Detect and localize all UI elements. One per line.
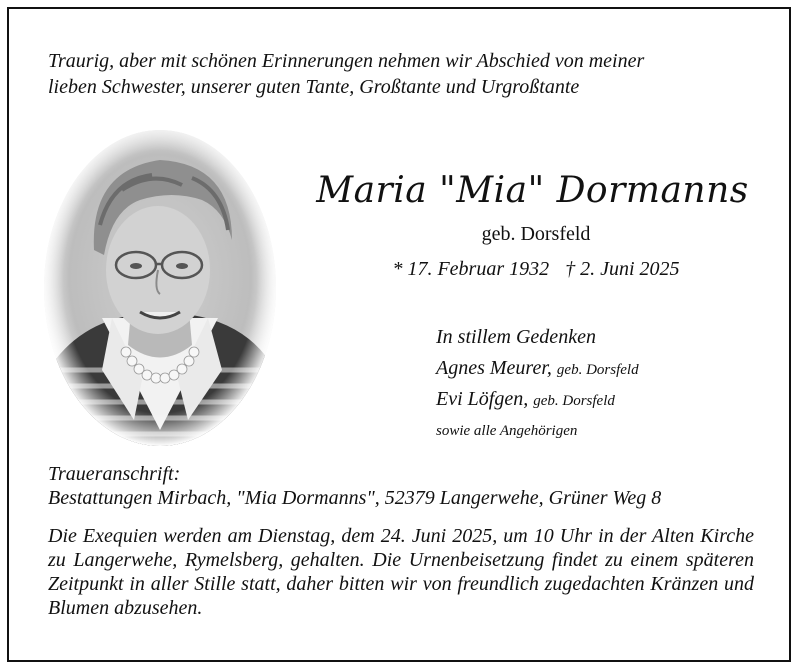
birth-date: * 17. Februar 1932 — [392, 258, 550, 280]
mourner-name: Evi Löfgen, — [436, 388, 529, 410]
mourner-name: Agnes Meurer, — [436, 357, 552, 379]
mourners-heading: In stillem Gedenken — [436, 326, 596, 348]
birth-name: geb. Dorsfeld — [481, 223, 591, 245]
intro-line-1: Traurig, aber mit schönen Erinnerungen nehmen wir Abschied von meiner — [48, 50, 645, 72]
mourner-entry — [436, 353, 766, 384]
intro-line-2: lieben Schwester, unserer guten Tante, Großtante und Urgroßtante — [48, 76, 580, 98]
address-label: Traueranschrift: — [48, 463, 181, 485]
portrait-photo — [42, 130, 278, 450]
death-date: † 2. Juni 2025 — [565, 258, 680, 280]
mourners-block — [436, 322, 766, 445]
intro-text — [48, 48, 768, 100]
mourner-note: geb. Dorsfeld — [533, 393, 615, 409]
mourners-others: sowie alle Angehörigen — [436, 423, 578, 439]
life-dates — [300, 258, 772, 281]
deceased-name: Maria "Mia" Dormanns — [316, 170, 749, 211]
mourning-address — [48, 462, 768, 510]
address-value: Bestattungen Mirbach, "Mia Dormanns", 52379 Langerwehe, Grüner Weg 8 — [48, 487, 662, 509]
service-text: Die Exequien werden am Dienstag, dem 24. Juni 2025, um 10 Uhr in der Alten Kirche zu Langerwehe, Rymelsberg, gehalten. Die Urnenbeisetzung findet zu einem späteren Zeitpunkt in aller Stille statt, daher bitten wir von freundlich zugedachten Kränzen und Blumen abzusehen. — [48, 525, 754, 619]
mourner-note: geb. Dorsfeld — [556, 362, 639, 378]
mourner-entry — [436, 384, 766, 415]
